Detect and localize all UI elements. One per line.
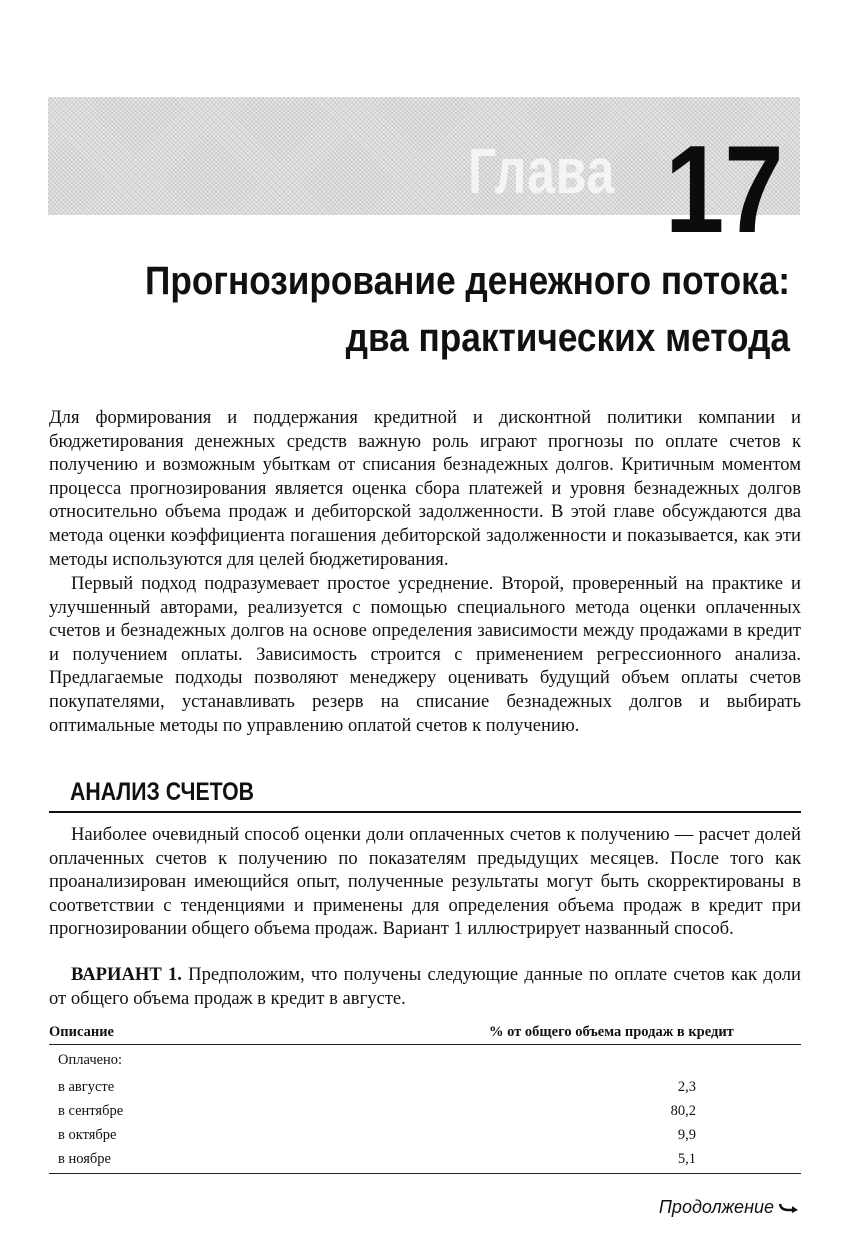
intro-paragraph-1: Для формирования и поддержания кредитной и дисконтной политики компании и бюджетирования денежных средств важную роль играют прогнозы по оплате счетов к получению и возможным убыткам от списания безнадежных долгов. Критичным моментом процесса прогнозирования является оценка сбора платежей и уровня безнадежных долгов относительно объема продаж и дебиторской задолженности. В этой главе обсуждаются два метода оценки коэффициента погашения дебиторской задолженности и показывается, как эти методы используются для целей бюджетирования.	[49, 407, 801, 570]
table-row	[49, 1123, 801, 1147]
section-paragraph-1: Наиболее очевидный способ оценки доли оплаченных счетов к получению — расчет долей оплаченных счетов к получению по показателям предыдущих месяцев. После того как проанализирован имеющийся опыт, полученные результаты могут быть скорректированы в соответствии с тенденциями и применены для определения объема продаж в кредит при прогнозировании общего объема продаж. Вариант 1 иллюстрирует названный способ.	[49, 824, 801, 940]
table-row	[49, 1099, 801, 1123]
row-value: 2,3	[677, 1078, 696, 1095]
group-label: Оплачено:	[58, 1051, 123, 1068]
row-description: в ноябре	[58, 1150, 111, 1167]
chapter-title	[50, 253, 790, 367]
header-description: Описание	[49, 1024, 114, 1040]
curved-right-arrow-icon	[779, 1195, 799, 1219]
row-description: в октябре	[58, 1126, 117, 1143]
variant-paragraph	[49, 963, 801, 1010]
row-value: 5,1	[677, 1150, 696, 1167]
row-value: 9,9	[677, 1126, 696, 1143]
variant-text: Предположим, что получены следующие данные по оплате счетов как доли от общего объема продаж в кредит в августе.	[49, 964, 801, 1009]
row-value: 80,2	[670, 1102, 696, 1119]
section-divider	[49, 811, 801, 813]
table-row	[49, 1075, 801, 1099]
row-description: в сентябре	[58, 1102, 124, 1119]
section-heading: АНАЛИЗ СЧЕТОВ	[70, 778, 254, 806]
chapter-title-line2: два практических метода	[345, 316, 790, 360]
continuation-label: Продолжение	[658, 1197, 774, 1217]
variant-label: ВАРИАНТ 1.	[71, 964, 182, 985]
row-description: в августе	[58, 1078, 115, 1095]
payments-table	[49, 1020, 801, 1174]
table-bottom-rule	[49, 1173, 801, 1174]
table-header	[49, 1020, 801, 1045]
chapter-word: Глава	[468, 135, 615, 207]
header-percent: % от общего объема продаж в кредит	[489, 1024, 734, 1040]
continuation-note	[659, 1195, 799, 1219]
chapter-title-line1: Прогнозирование денежного потока:	[145, 259, 790, 303]
table-row-group	[49, 1045, 801, 1075]
chapter-number: 17	[665, 121, 784, 259]
intro-paragraph-2: Первый подход подразумевает простое усреднение. Второй, проверенный на практике и улучшенный авторами, реализуется с помощью специального метода оценки оплаченных счетов и безнадежных долгов на основе определения зависимости между продажами в кредит и получением оплаты. Зависимость строится с применением регрессионного анализа. Предлагаемые подходы позволяют менеджеру оценивать будущий объем оплаты счетов покупателями, устанавливать резерв на списание безнадежных долгов и выбирать оптимальные методы по управлению оплатой счетов к получению.	[49, 573, 801, 736]
table-row	[49, 1147, 801, 1171]
